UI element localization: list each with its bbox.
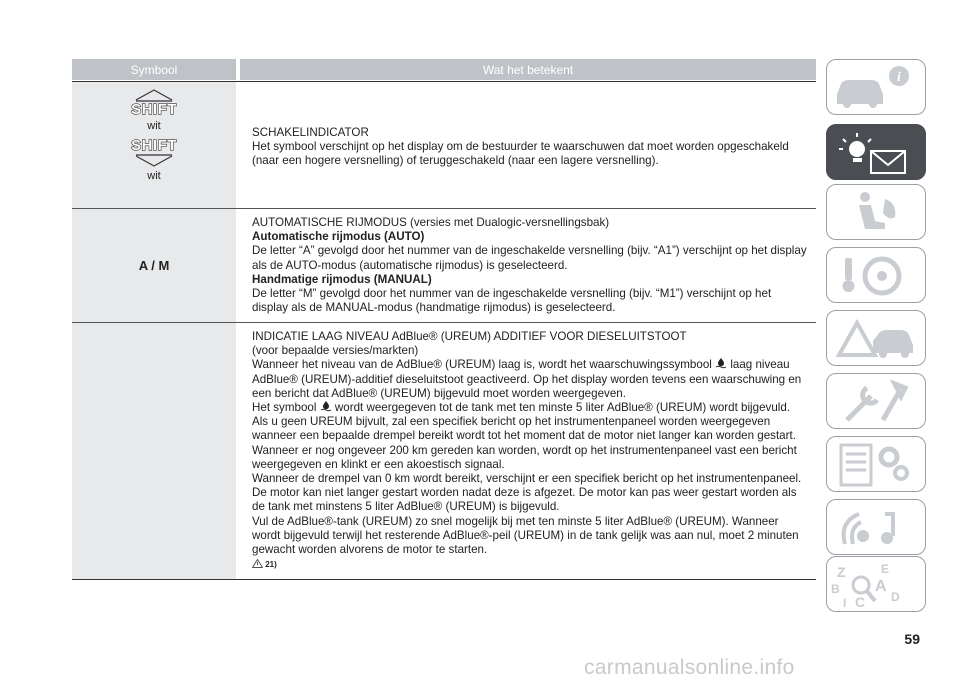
svg-text:D: D xyxy=(891,590,900,604)
tab-emergency[interactable] xyxy=(826,310,926,366)
text-line: De motor kan niet langer gestart worden nadat deze is afgezet. De motor kan pas weer gestart worden als xyxy=(252,486,797,500)
adblue-drop-icon xyxy=(715,358,727,369)
seat-airbag-icon xyxy=(827,185,927,241)
warning-note-icon xyxy=(252,559,263,568)
text-line: De letter “M” gevolgd door het nummer van de ingeschakelde versnelling (bijv. “M1”) verschijnt op het xyxy=(252,287,772,301)
row-title: SCHAKELINDICATOR xyxy=(252,126,369,139)
svg-text:B: B xyxy=(831,582,840,596)
text-line: weergegeven en klinkt er een akoestisch signaal. xyxy=(252,457,505,471)
text-line: Vul de AdBlue®-tank (UREUM) zo snel mogelijk bij met ten minste 5 liter AdBlue® (UREUM). Wanneer xyxy=(252,514,779,528)
tab-warning-lights-messages[interactable] xyxy=(826,124,926,180)
drive-mode-description xyxy=(252,216,812,315)
text-line: de tank met minstens 5 liter AdBlue® (UREUM) is bijgevuld. xyxy=(252,500,560,514)
svg-text:C: C xyxy=(855,594,866,610)
a-m-symbol-text: A / M xyxy=(138,258,170,273)
symbol-color-label: wit xyxy=(147,120,161,132)
tab-technical-data[interactable] xyxy=(826,436,926,492)
tab-index[interactable] xyxy=(826,556,926,612)
tab-car-info[interactable] xyxy=(826,59,926,115)
multimedia-icon xyxy=(827,500,927,556)
text-fragment: Het symbool xyxy=(252,401,317,415)
page-number: 59 xyxy=(904,631,920,647)
text-line: AdBlue® (UREUM)-additief dieseluitstoot geactiveerd. Op het display worden tevens een waarschuwing en xyxy=(252,372,802,386)
text-line: Wanneer de drempel van 0 km wordt bereikt, verschijnt er een specifiek bericht op het instrumentenpaneel. xyxy=(252,472,802,486)
specifications-gear-icon xyxy=(827,437,927,493)
row-title: AUTOMATISCHE RIJMODUS (versies met Dualogic-versnellingsbak) xyxy=(252,216,610,229)
symbol-color-label: wit xyxy=(147,170,161,182)
adblue-drop-icon xyxy=(320,401,332,412)
tools-maintenance-icon xyxy=(827,374,927,430)
car-info-icon xyxy=(827,60,927,116)
svg-text:I: I xyxy=(843,596,847,610)
text-line: (voor bepaalde versies/markten) xyxy=(252,344,419,358)
watermark-text: carmanualsonline.info xyxy=(584,656,795,679)
text-fragment: Wanneer het niveau van de AdBlue® (UREUM) laag is, wordt het waarschuwingssymbool xyxy=(252,358,712,372)
text-line: wordt bijgevuld terwijl het resterende AdBlue®-peil (UREUM) in de tank gelijk was aan nul, moet 2 minuten xyxy=(252,528,799,542)
text-line: gewacht worden alvorens de motor te starten. xyxy=(252,543,488,557)
text-line: Wanneer er nog ongeveer 200 km gereden kan worden, wordt op het instrumentenpaneel vast een bericht xyxy=(252,443,797,457)
adblue-description xyxy=(252,330,812,572)
row-divider xyxy=(72,81,816,82)
tab-maintenance[interactable] xyxy=(826,373,926,429)
shift-up-glyph: SHIFT xyxy=(131,101,177,118)
tab-multimedia[interactable] xyxy=(826,499,926,555)
text-line: Het symbool verschijnt op het display om de bestuurder te waarschuwen dat moet worden opgeschakeld xyxy=(252,140,789,154)
text-line: als de AUTO-modus (automatische rijmodus) is geselecteerd. xyxy=(252,258,568,272)
tab-starting-driving[interactable] xyxy=(826,247,926,303)
text-line: De letter “A” gevolgd door het nummer van de ingeschakelde versnelling (bijv. “A1”) verschijnt op het display xyxy=(252,244,807,258)
footnote-reference xyxy=(252,558,812,572)
row-divider xyxy=(72,579,816,580)
row-title: INDICATIE LAAG NIVEAU AdBlue® (UREUM) ADDITIEF VOOR DIESELUITSTOOT xyxy=(252,330,687,343)
shift-down-arrow-icon xyxy=(134,154,174,168)
svg-text:E: E xyxy=(881,562,890,576)
symbol-column-header: Symbool xyxy=(72,59,236,80)
key-steering-wheel-icon xyxy=(827,248,927,304)
text-line: Als u geen UREUM bijvult, zal een specifiek bericht op het instrumentenpaneel worden weergegeven xyxy=(252,415,771,429)
shift-up-arrow-icon xyxy=(134,88,174,102)
footnote-number: 21) xyxy=(265,560,277,570)
subsection-title: Automatische rijmodus (AUTO) xyxy=(252,230,425,244)
warning-light-message-icon xyxy=(827,125,927,181)
shift-indicator-description xyxy=(252,126,812,169)
subsection-title: Handmatige rijmodus (MANUAL) xyxy=(252,272,432,286)
shift-indicator-symbols xyxy=(72,88,236,182)
text-fragment: laag niveau xyxy=(730,358,790,372)
text-line: (naar een hogere versnelling) of teruggeschakeld (naar een lagere versnelling). xyxy=(252,154,659,168)
text-fragment: wordt weergegeven tot de tank met ten minste 5 liter AdBlue® (UREUM) wordt bijgevuld. xyxy=(334,401,791,415)
automatic-manual-symbol xyxy=(72,258,236,273)
shift-down-glyph: SHIFT xyxy=(131,137,177,154)
svg-text:Z: Z xyxy=(837,564,846,580)
tab-safety[interactable] xyxy=(826,184,926,240)
text-line: display als de MANUAL-modus (handmatige rijmodus) is geselecteerd. xyxy=(252,301,616,315)
roadside-warning-icon xyxy=(827,311,927,367)
svg-text:A: A xyxy=(875,578,887,595)
svg-text:i: i xyxy=(897,70,901,85)
row-divider xyxy=(72,208,816,209)
row-divider xyxy=(72,322,816,323)
text-line: een bericht dat AdBlue® (UREUM) bijgevuld moet worden weergegeven. xyxy=(252,386,626,400)
text-line xyxy=(252,358,812,372)
text-line: wanneer een bepaalde drempel bereikt wordt tot het moment dat de motor niet langer kan worden gestart. xyxy=(252,429,796,443)
alphabetical-index-icon xyxy=(827,557,927,613)
meaning-column-header: Wat het betekent xyxy=(240,59,816,80)
text-line xyxy=(252,401,812,415)
